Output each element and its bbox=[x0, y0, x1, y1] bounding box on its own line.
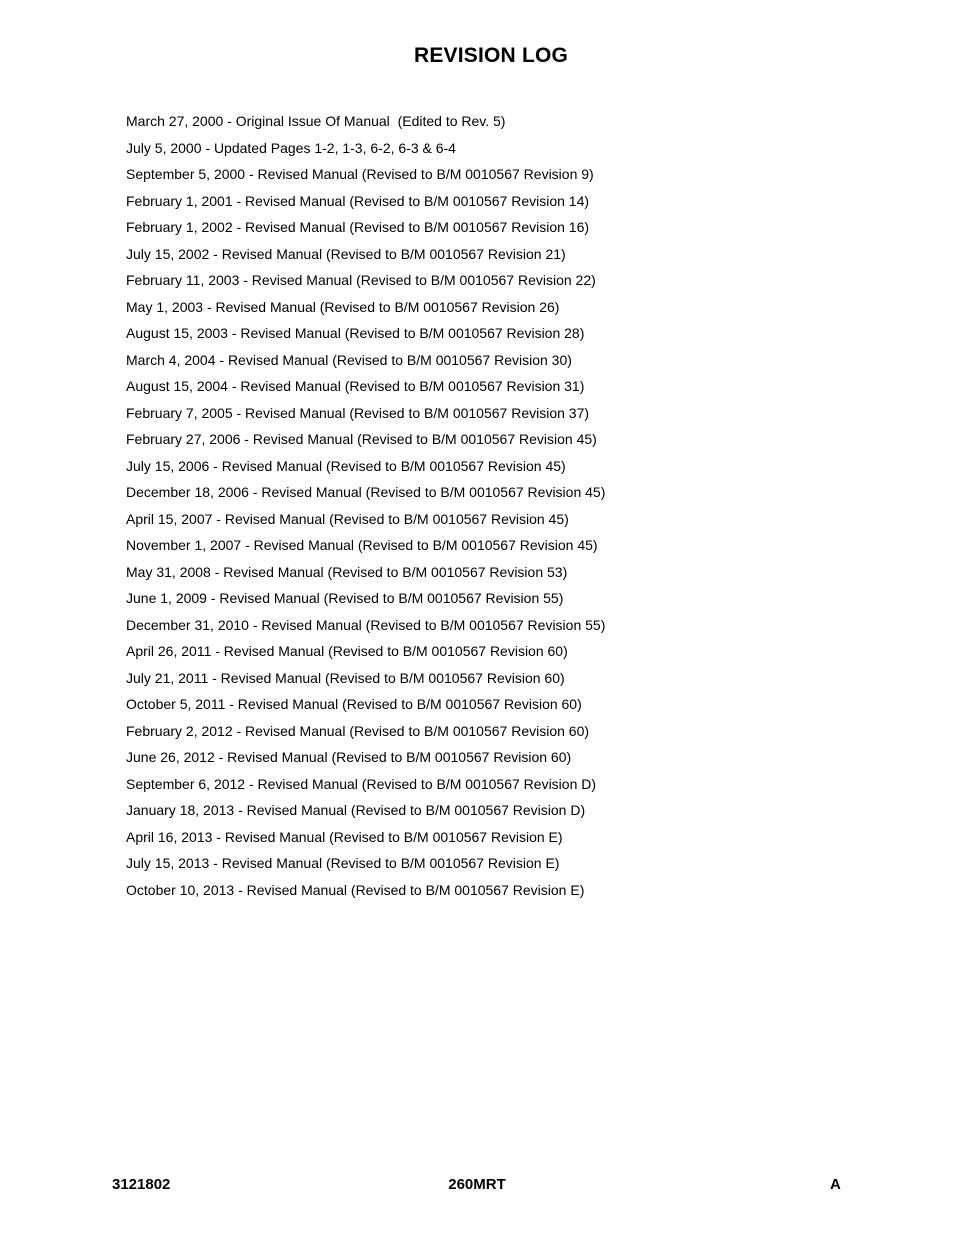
revision-entry: March 4, 2004 - Revised Manual (Revised to B/M 0010567 Revision 30) bbox=[126, 351, 572, 368]
revision-entry: July 21, 2011 - Revised Manual (Revised to B/M 0010567 Revision 60) bbox=[126, 669, 565, 686]
revision-entry: December 18, 2006 - Revised Manual (Revised to B/M 0010567 Revision 45) bbox=[126, 484, 606, 500]
revision-entry: February 11, 2003 - Revised Manual (Revised to B/M 0010567 Revision 22) bbox=[126, 272, 596, 288]
revision-entry: July 15, 2013 - Revised Manual (Revised to B/M 0010567 Revision E) bbox=[126, 855, 560, 871]
revision-entry: April 26, 2011 - Revised Manual (Revised to B/M 0010567 Revision 60) bbox=[126, 643, 568, 659]
revision-entry: December 31, 2010 - Revised Manual (Revised to B/M 0010567 Revision 55) bbox=[126, 616, 606, 633]
revision-entry: February 1, 2001 - Revised Manual (Revised to B/M 0010567 Revision 14) bbox=[126, 192, 590, 209]
revision-entry: April 15, 2007 - Revised Manual (Revised to B/M 0010567 Revision 45) bbox=[126, 510, 569, 527]
page-title: REVISION LOG bbox=[413, 44, 569, 67]
revision-entry: October 5, 2011 - Revised Manual (Revised to B/M 0010567 Revision 60) bbox=[126, 696, 582, 712]
document-number: 3121802 bbox=[112, 1176, 171, 1193]
revision-entry: July 15, 2002 - Revised Manual (Revised to B/M 0010567 Revision 21) bbox=[126, 245, 566, 262]
revision-entry: May 1, 2003 - Revised Manual (Revised to B/M 0010567 Revision 26) bbox=[126, 298, 560, 315]
revision-entry: August 15, 2004 - Revised Manual (Revised to B/M 0010567 Revision 31) bbox=[126, 378, 585, 394]
revision-entry: May 31, 2008 - Revised Manual (Revised to B/M 0010567 Revision 53) bbox=[126, 563, 568, 580]
revision-entry: August 15, 2003 - Revised Manual (Revised to B/M 0010567 Revision 28) bbox=[126, 325, 585, 341]
revision-entry: November 1, 2007 - Revised Manual (Revised to B/M 0010567 Revision 45) bbox=[126, 537, 598, 553]
page-label: A bbox=[830, 1176, 841, 1193]
revision-entry: September 5, 2000 - Revised Manual (Revised to B/M 0010567 Revision 9) bbox=[126, 166, 594, 182]
revision-entry: July 15, 2006 - Revised Manual (Revised to B/M 0010567 Revision 45) bbox=[126, 457, 566, 474]
revision-entry: June 26, 2012 - Revised Manual (Revised to B/M 0010567 Revision 60) bbox=[126, 749, 572, 765]
revision-entry: January 18, 2013 - Revised Manual (Revised to B/M 0010567 Revision D) bbox=[126, 802, 586, 818]
model-name: 260MRT bbox=[448, 1176, 506, 1193]
revision-entry: February 1, 2002 - Revised Manual (Revised to B/M 0010567 Revision 16) bbox=[126, 219, 590, 235]
revision-list bbox=[126, 108, 605, 903]
revision-entry: February 7, 2005 - Revised Manual (Revised to B/M 0010567 Revision 37) bbox=[126, 404, 590, 421]
revision-entry: July 5, 2000 - Updated Pages 1-2, 1-3, 6-2, 6-3 & 6-4 bbox=[126, 139, 456, 156]
revision-entry: June 1, 2009 - Revised Manual (Revised to B/M 0010567 Revision 55) bbox=[126, 590, 564, 606]
revision-entry: February 27, 2006 - Revised Manual (Revised to B/M 0010567 Revision 45) bbox=[126, 431, 597, 447]
revision-entry: February 2, 2012 - Revised Manual (Revised to B/M 0010567 Revision 60) bbox=[126, 722, 590, 739]
revision-entry: September 6, 2012 - Revised Manual (Revised to B/M 0010567 Revision D) bbox=[126, 775, 597, 792]
revision-entry: October 10, 2013 - Revised Manual (Revised to B/M 0010567 Revision E) bbox=[126, 881, 585, 898]
revision-entry: April 16, 2013 - Revised Manual (Revised to B/M 0010567 Revision E) bbox=[126, 828, 563, 845]
revision-entry: March 27, 2000 - Original Issue Of Manual (Edited to Rev. 5) bbox=[126, 113, 506, 129]
